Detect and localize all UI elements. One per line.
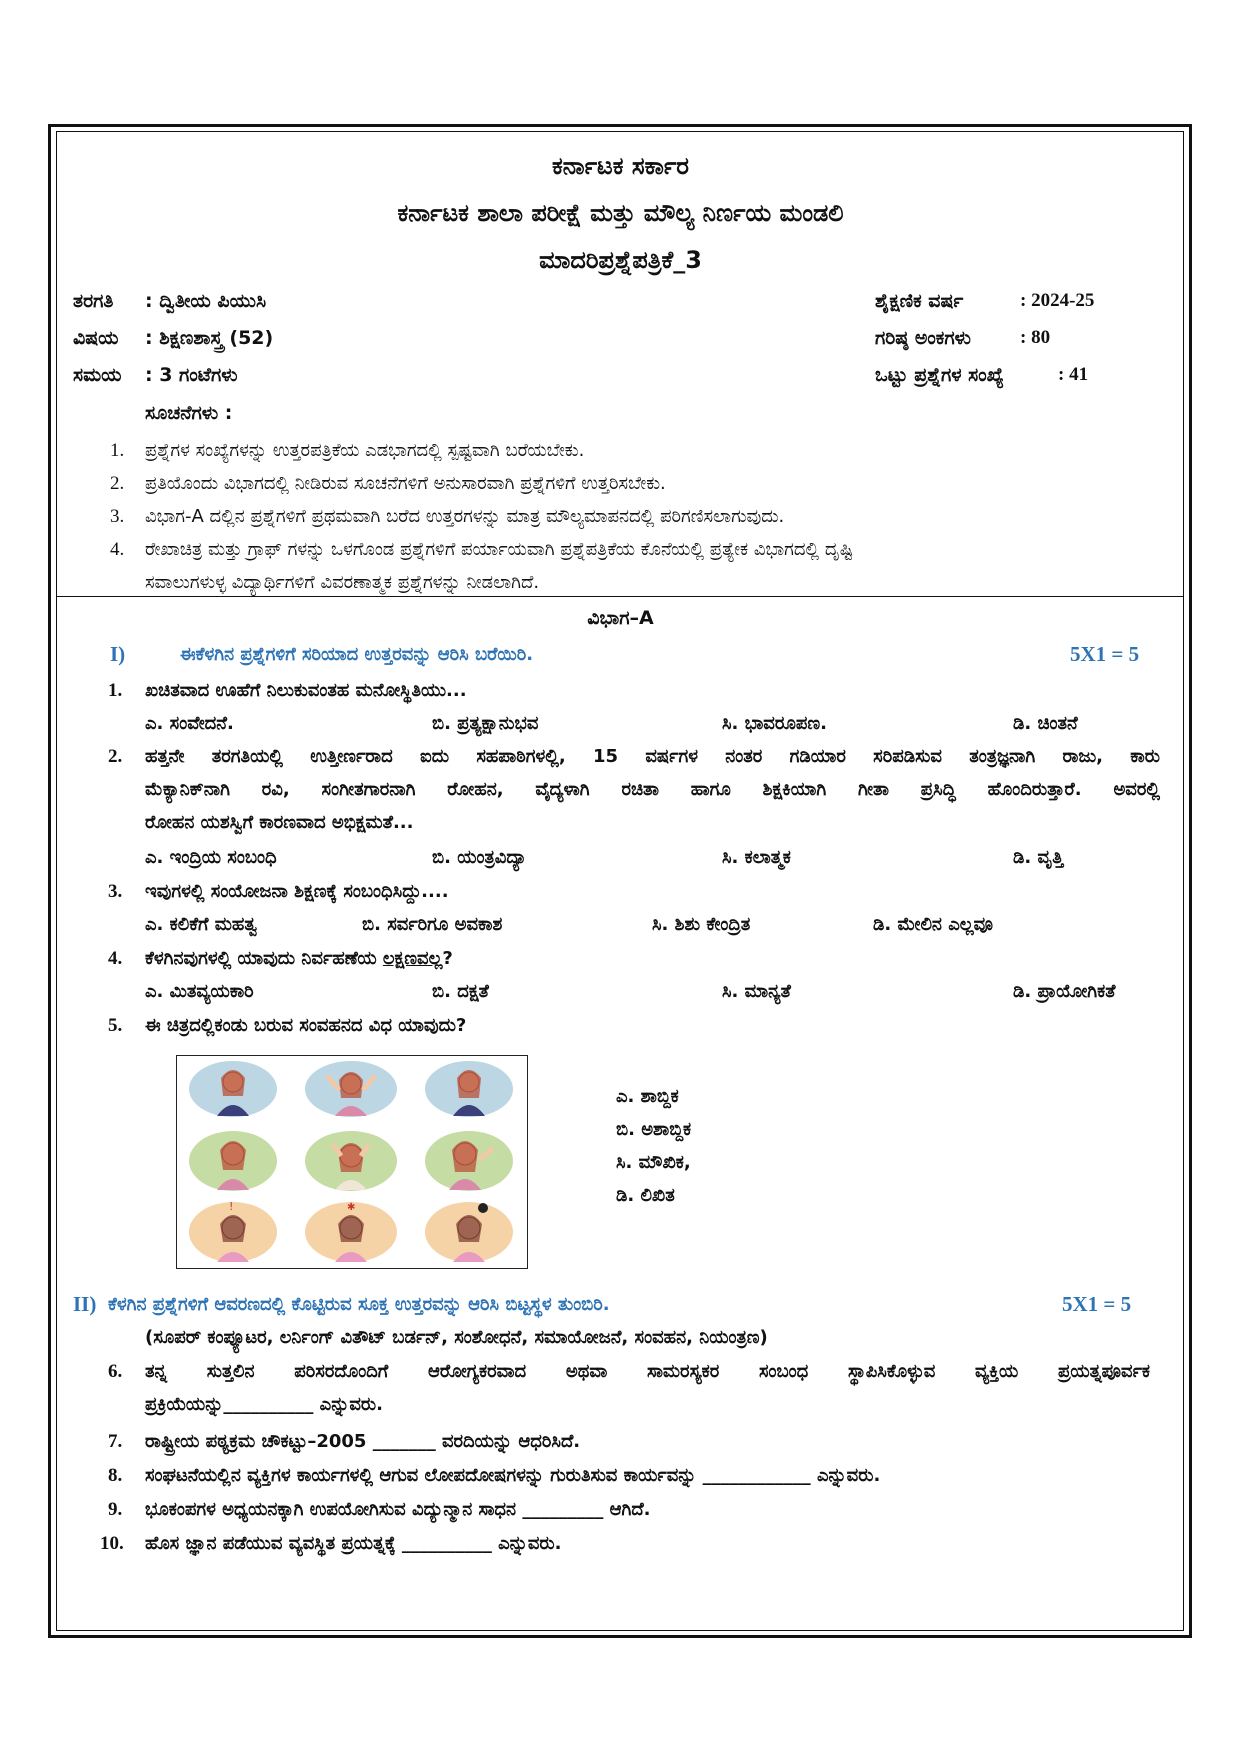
question-number: 1. [108, 680, 123, 701]
question-number: 7. [108, 1431, 123, 1452]
option-c: ಸಿ. ಮಾನ್ಯತೆ [722, 981, 791, 1002]
question-number: 10. [100, 1533, 124, 1554]
option-d: ಡಿ. ವೃತ್ತಿ [1013, 847, 1064, 868]
gesture-figure [425, 1202, 513, 1262]
time-value: : 3 ಗಂಟೆಗಳು [145, 364, 238, 386]
questions-count-value: : 41 [1058, 364, 1089, 385]
part-1-instruction: ಈಕೆಳಗಿನ ಪ್ರಶ್ನೆಗಳಿಗೆ ಸರಿಯಾದ ಉತ್ತರವನ್ನು ಆರಿಸಿ ಬರೆಯಿರಿ. [180, 644, 534, 665]
question-text-line: ಮೆಕ್ಯಾನಿಕ್‌ನಾಗಿ ರವಿ, ಸಂಗೀತಗಾರನಾಗಿ ರೋಹನ, ವೈದ್ಯಳಾಗಿ ರಚಿತಾ ಹಾಗೂ ಶಿಕ್ಷಕಿಯಾಗಿ ಗೀತಾ ಪ್ರಸಿದ್ಧಿ ಹೊಂದಿರುತ್ತಾರೆ. ಅವರಲ್ಲಿ [145, 779, 1160, 800]
option-d: ಡಿ. ಚಿಂತನೆ [1013, 713, 1078, 734]
gesture-figure [305, 1131, 397, 1191]
header-divider [56, 596, 1184, 597]
question-number: 5. [108, 1015, 123, 1036]
gesture-figure [305, 1061, 397, 1117]
option-c: ಸಿ. ಶಿಶು ಕೇಂದ್ರಿತ [652, 914, 751, 935]
question-text: ಸಂಘಟನೆಯಲ್ಲಿನ ವ್ಯಕ್ತಿಗಳ ಕಾರ್ಯಗಳಲ್ಲಿ ಆಗುವ ಲೋಪದೋಷಗಳನ್ನು ಗುರುತಿಸುವ ಕಾರ್ಯವನ್ನು ____________ ಎನ್ನುವರು. [145, 1465, 881, 1486]
instruction-number: 3. [110, 506, 125, 527]
year-value: : 2024-25 [1020, 290, 1095, 311]
gesture-figure [425, 1061, 513, 1117]
option-d: ಡಿ. ಮೇಲಿನ ಎಲ್ಲವೂ [873, 914, 993, 935]
instruction-item: ಪ್ರತಿಯೊಂದು ವಿಭಾಗದಲ್ಲಿ ನೀಡಿರುವ ಸೂಚನೆಗಳಿಗೆ ಅನುಸಾರವಾಗಿ ಪ್ರಶ್ನೆಗಳಿಗೆ ಉತ್ತರಿಸಬೇಕು. [145, 473, 666, 494]
part-2-roman: II) [73, 1292, 97, 1316]
instruction-number: 4. [110, 539, 125, 560]
questions-count-label: ಒಟ್ಟು ಪ್ರಶ್ನೆಗಳ ಸಂಖ್ಯೆ [875, 364, 1004, 386]
time-label: ಸಮಯ [73, 364, 122, 386]
option-b: ಬಿ. ಸರ್ವರಿಗೂ ಅವಕಾಶ [362, 914, 503, 935]
instruction-number: 2. [110, 473, 125, 494]
option-c: ಸಿ. ಭಾವರೂಪಣ. [722, 713, 828, 734]
gestures-illustration [176, 1055, 528, 1269]
question-text-line: ತನ್ನ ಸುತ್ತಲಿನ ಪರಿಸರದೊಂದಿಗೆ ಆರೋಗ್ಯಕರವಾದ ಅಥವಾ ಸಾಮರಸ್ಯಕರ ಸಂಬಂಧ ಸ್ಥಾಪಿಸಿಕೊಳ್ಳುವ ವ್ಯಕ್ತಿಯ ಪ್ರಯತ್ನಪೂರ್ವಕ [145, 1361, 1150, 1382]
instruction-item: ಪ್ರಶ್ನೆಗಳ ಸಂಖ್ಯೆಗಳನ್ನು ಉತ್ತರಪತ್ರಿಕೆಯ ಎಡಭಾಗದಲ್ಲಿ ಸ್ಪಷ್ಟವಾಗಿ ಬರೆಯಬೇಕು. [145, 440, 585, 461]
question-text: ರಾಷ್ಟ್ರೀಯ ಪಠ್ಯಕ್ರಮ ಚೌಕಟ್ಟು–2005 _______ ವರದಿಯನ್ನು ಆಧರಿಸಿದೆ. [145, 1431, 581, 1452]
instruction-item: ರೇಖಾಚಿತ್ರ ಮತ್ತು ಗ್ರಾಫ್ ಗಳನ್ನು ಒಳಗೊಂಡ ಪ್ರಶ್ನೆಗಳಿಗೆ ಪರ್ಯಾಯವಾಗಿ ಪ್ರಶ್ನೆಪತ್ರಿಕೆಯ ಕೊನೆಯಲ್ಲಿ ಪ್ರತ್ಯೇಕ ವಿಭಾಗದಲ್ಲಿ ದೃಷ್ಟಿ [145, 539, 854, 560]
class-label: ತರಗತಿ [73, 290, 114, 312]
option-c: ಸಿ. ಕಲಾತ್ಮಕ [722, 847, 791, 868]
part-1-roman: I) [110, 642, 126, 666]
svg-text:✱: ✱ [347, 1202, 356, 1213]
question-text: ಈ ಚಿತ್ರದಲ್ಲಿಕಂಡು ಬರುವ ಸಂವಹನದ ವಿಧ ಯಾವುದು? [145, 1015, 467, 1036]
question-number: 9. [108, 1499, 123, 1520]
word-bank: (ಸೂಪರ್ ಕಂಪ್ಯೂಟರ, ಲರ್ನಿಂಗ್ ವಿತೌಟ್ ಬರ್ಡನ್, ಸಂಶೋಧನೆ, ಸಮಾಯೋಜನೆ, ಸಂವಹನ, ನಿಯಂತ್ರಣ) [145, 1327, 768, 1348]
question-text: ಕೆಳಗಿನವುಗಳಲ್ಲಿ ಯಾವುದು ನಿರ್ವಹಣೆಯ ಲಕ್ಷಣವಲ್ಲ? [145, 948, 453, 969]
option-a: ಎ. ಸಂವೇದನೆ. [145, 713, 234, 734]
question-text: ಖಚಿತವಾದ ಊಹೆಗೆ ನಿಲುಕುವಂತಹ ಮನೋಸ್ಥಿತಿಯು... [145, 680, 467, 701]
marks-label: ಗರಿಷ್ಠ ಅಂಕಗಳು [875, 327, 971, 349]
section-a-title: ವಿಭಾಗ–A [587, 607, 654, 629]
option-a: ಎ. ಮಿತವ್ಯಯಕಾರಿ [145, 981, 254, 1002]
instruction-item-continued: ಸವಾಲುಗಳುಳ್ಳ ವಿದ್ಯಾರ್ಥಿಗಳಿಗೆ ವಿವರಣಾತ್ಮಕ ಪ್ರಶ್ನೆಗಳನ್ನು ನೀಡಲಾಗಿದೆ. [145, 572, 540, 593]
option-a: ಎ. ಶಾಬ್ದಿಕ [616, 1086, 679, 1107]
option-b: ಬಿ. ಪ್ರತ್ಯಕ್ಷಾನುಭವ [432, 713, 539, 734]
option-b: ಬಿ. ಅಶಾಬ್ದಿಕ [616, 1119, 692, 1140]
govt-title: ಕರ್ನಾಟಕ ಸರ್ಕಾರ [551, 152, 690, 180]
question-number: 3. [108, 881, 123, 902]
option-d: ಡಿ. ಲಿಖಿತ [616, 1185, 675, 1206]
option-a: ಎ. ಕಲಿಕೆಗೆ ಮಹತ್ವ [145, 914, 258, 935]
part-2-marks: 5X1 = 5 [1062, 1292, 1132, 1316]
question-text-line: ಹತ್ತನೇ ತರಗತಿಯಲ್ಲಿ ಉತ್ತೀರ್ಣರಾದ ಐದು ಸಹಪಾಠಿಗಳಲ್ಲಿ, 15 ವರ್ಷಗಳ ನಂತರ ಗಡಿಯಾರ ಸರಿಪಡಿಸುವ ತಂತ್ರಜ್ಞನಾಗಿ ರಾಜು, ಕಾರು [145, 746, 1160, 767]
instruction-item: ವಿಭಾಗ-A ದಲ್ಲಿನ ಪ್ರಶ್ನೆಗಳಿಗೆ ಪ್ರಥಮವಾಗಿ ಬರೆದ ಉತ್ತರಗಳನ್ನು ಮಾತ್ರ ಮೌಲ್ಯಮಾಪನದಲ್ಲಿ ಪರಿಗಣಿಸಲಾಗುವುದು. [145, 506, 785, 527]
question-text: ಹೊಸ ಜ್ಞಾನ ಪಡೆಯುವ ವ್ಯವಸ್ಥಿತ ಪ್ರಯತ್ನಕ್ಕೆ __________ ಎನ್ನುವರು. [145, 1533, 562, 1554]
question-text: ಇವುಗಳಲ್ಲಿ ಸಂಯೋಜನಾ ಶಿಕ್ಷಣಕ್ಕೆ ಸಂಬಂಧಿಸಿದ್ದು.... [145, 881, 449, 902]
question-number: 8. [108, 1465, 123, 1486]
paper-title: ಮಾದರಿಪ್ರಶ್ನೆಪತ್ರಿಕೆ_3 [539, 246, 702, 274]
question-number: 6. [108, 1361, 123, 1382]
subject-value: : ಶಿಕ್ಷಣಶಾಸ್ತ್ರ (52) [145, 327, 274, 349]
board-title: ಕರ್ನಾಟಕ ಶಾಲಾ ಪರೀಕ್ಷೆ ಮತ್ತು ಮೌಲ್ಯ ನಿರ್ಣಯ ಮಂಡಲಿ [397, 199, 844, 227]
marks-value: : 80 [1020, 327, 1051, 348]
instructions-heading: ಸೂಚನೆಗಳು : [145, 402, 233, 424]
part-1-marks: 5X1 = 5 [1070, 642, 1140, 666]
year-label: ಶೈಕ್ಷಣಿಕ ವರ್ಷ [875, 290, 964, 312]
question-number: 4. [108, 948, 123, 969]
gesture-figure [425, 1131, 513, 1191]
question-text-line: ಪ್ರಕ್ರಿಯೆಯನ್ನು__________ ಎನ್ನುವರು. [145, 1394, 383, 1415]
part-2-instruction: ಕೆಳಗಿನ ಪ್ರಶ್ನೆಗಳಿಗೆ ಆವರಣದಲ್ಲಿ ಕೊಟ್ಟಿರುವ ಸೂಕ್ತ ಉತ್ತರವನ್ನು ಆರಿಸಿ ಬಿಟ್ಟಸ್ಥಳ ತುಂಬಿರಿ. [108, 1294, 610, 1315]
option-a: ಎ. ಇಂದ್ರಿಯ ಸಂಬಂಧಿ [145, 847, 277, 868]
question-number: 2. [108, 746, 123, 767]
option-c: ಸಿ. ಮೌಖಿಕ, [616, 1152, 691, 1173]
gesture-figure [305, 1202, 397, 1262]
option-b: ಬಿ. ಯಂತ್ರವಿದ್ಯಾ [432, 847, 527, 868]
gesture-figure [189, 1061, 277, 1117]
option-b: ಬಿ. ದಕ್ಷತೆ [432, 981, 489, 1002]
underlined-keyword: ಲಕ್ಷಣವಲ್ಲ [382, 948, 443, 969]
question-text-line: ರೋಹನ ಯಶಸ್ವಿಗೆ ಕಾರಣವಾದ ಅಭಿಕ್ಷಮತೆ... [145, 812, 414, 833]
class-value: : ದ್ವಿತೀಯ ಪಿಯುಸಿ [145, 290, 267, 312]
option-d: ಡಿ. ಪ್ರಾಯೋಗಿಕತೆ [1013, 981, 1116, 1002]
gesture-figure [189, 1131, 277, 1191]
svg-text:!: ! [229, 1200, 234, 1213]
instruction-number: 1. [110, 440, 125, 461]
gesture-figure [189, 1200, 277, 1262]
subject-label: ವಿಷಯ [73, 327, 119, 349]
question-text: ಭೂಕಂಪಗಳ ಅಧ್ಯಯನಕ್ಕಾಗಿ ಉಪಯೋಗಿಸುವ ವಿದ್ಯುನ್ಮಾನ ಸಾಧನ _________ ಆಗಿದೆ. [145, 1499, 651, 1520]
